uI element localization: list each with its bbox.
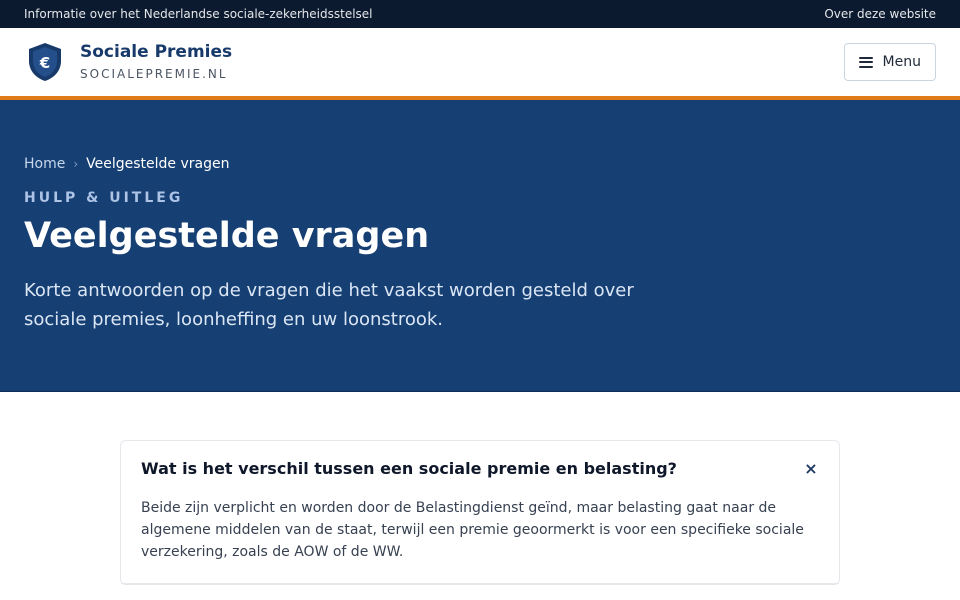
section-eyebrow: HULP & UITLEG — [24, 190, 184, 206]
svg-text:€: € — [39, 54, 51, 72]
chevron-right-icon: › — [73, 157, 79, 171]
brand[interactable] — [24, 41, 232, 83]
page-lead: Korte antwoorden op de vragen die het vaakst worden gesteld over sociale premies, loonheffing en uw loonstrook. — [24, 280, 634, 330]
shield-euro-icon — [24, 41, 66, 83]
top-info-bar — [0, 0, 960, 28]
breadcrumb-home-link[interactable]: Home — [24, 156, 66, 172]
menu-button[interactable] — [844, 43, 936, 81]
site-domain: SOCIALEPREMIE.NL — [80, 67, 228, 81]
site-title: Sociale Premies — [80, 42, 233, 62]
breadcrumb — [24, 156, 936, 172]
menu-label: Menu — [882, 54, 921, 70]
faq-question[interactable]: Wat is het verschil tussen een sociale premie en belasting? — [141, 459, 677, 478]
about-link[interactable]: Over deze website — [824, 7, 936, 21]
faq-item — [120, 440, 840, 585]
hamburger-icon — [859, 57, 873, 68]
main-content — [0, 392, 960, 585]
breadcrumb-current: Veelgestelde vragen — [86, 156, 230, 172]
close-icon[interactable]: × — [804, 459, 818, 478]
faq-question-row[interactable] — [121, 441, 839, 478]
site-header — [0, 28, 960, 100]
faq-answer: Beide zijn verplicht en worden door de Belastingdienst geïnd, maar belasting gaat naar de algemene middelen van de staat, terwijl een premie geoormerkt is voor een specifieke sociale verzekering, zoals de AOW of de WW. — [121, 478, 839, 584]
site-info-text: Informatie over het Nederlandse sociale-zekerheidsstelsel — [24, 7, 373, 21]
page-hero — [0, 100, 960, 392]
page-title: Veelgestelde vragen — [24, 216, 430, 256]
